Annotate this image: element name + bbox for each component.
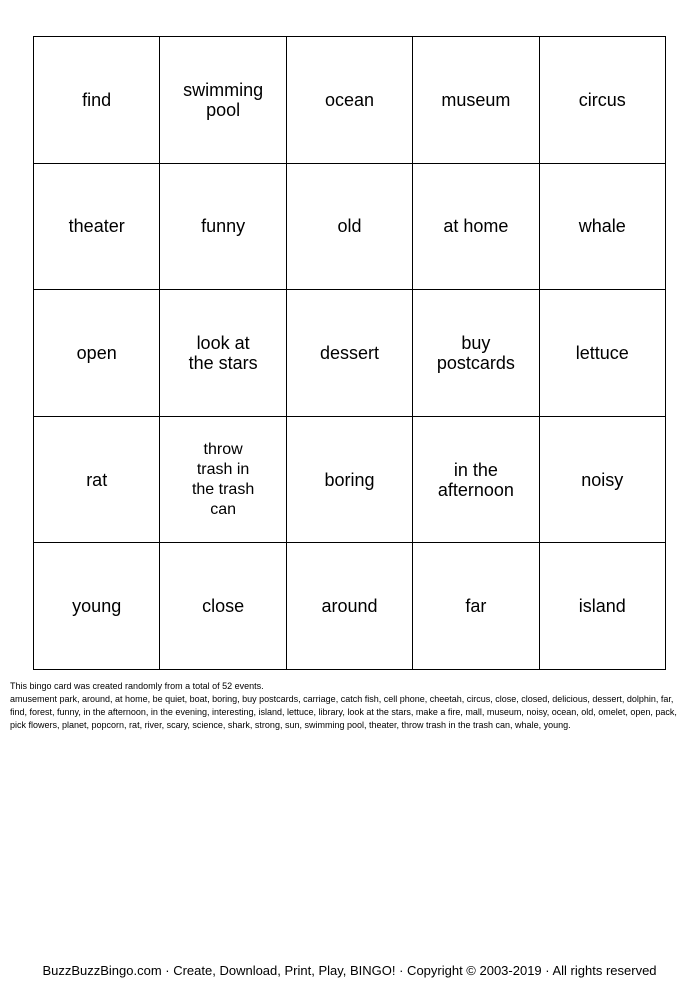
page-footer: BuzzBuzzBingo.com · Create, Download, Print, Play, BINGO! · Copyright © 2003-2019 · All rights reserved [42,963,657,978]
bingo-cell-text: throw trash in the trash can [191,440,255,518]
bingo-cell [287,417,413,544]
bingo-cell-text: open [76,342,117,363]
bingo-cell-text: theater [68,216,125,237]
bingo-cell [540,290,666,417]
bingo-cell-text: young [72,596,122,617]
bingo-cell-text: dessert [319,342,379,363]
bingo-cell-text: boring [324,469,375,490]
bingo-cell [287,164,413,291]
bingo-cell-text: look at the stars [188,332,258,373]
bingo-cell-text: old [337,216,362,237]
bingo-card-grid [33,36,666,670]
bingo-cell-text: noisy [581,469,624,490]
bingo-cell [160,37,286,164]
card-caption: This bingo card was created randomly from a total of 52 events. [10,681,264,691]
bingo-cell [287,37,413,164]
bingo-cell-text: whale [578,216,626,237]
bingo-cell-text: at home [443,216,509,237]
bingo-cell [540,164,666,291]
bingo-cell [413,37,539,164]
bingo-cell [160,164,286,291]
bingo-cell-text: around [321,596,378,617]
bingo-cell [540,543,666,670]
bingo-cell [34,164,160,291]
bingo-cell-text: in the afternoon [437,459,514,500]
bingo-cell [413,543,539,670]
bingo-cell-text: find [82,89,112,110]
bingo-cell [413,417,539,544]
bingo-cell [540,417,666,544]
bingo-cell [540,37,666,164]
bingo-cell-text: ocean [324,89,375,110]
bingo-cell [34,417,160,544]
bingo-cell [287,290,413,417]
bingo-cell-text: island [578,596,626,617]
bingo-cell-text: museum [441,89,511,110]
bingo-cell [160,417,286,544]
bingo-cell [413,290,539,417]
bingo-cell-text: lettuce [575,342,629,363]
bingo-cell-text: circus [578,89,626,110]
bingo-cell [34,543,160,670]
bingo-cell [413,164,539,291]
bingo-cell [287,543,413,670]
bingo-cell [160,290,286,417]
bingo-cell-text: rat [86,469,108,490]
bingo-cell-text: close [202,596,245,617]
event-word-list: amusement park, around, at home, be quiet, boat, boring, buy postcards, carriage, catch fish, cell phone, cheetah, circus, close, closed, delicious, dessert, dolphin, far, find, forest, funny, in the afternoon, in the evening, interesting, island, lettuce, library, look at the stars, make a fire, mall, museum, noisy, ocean, old, omelet, open, pack, pick flowers, planet, popcorn, rat, river, scary, science, shark, strong, sun, swimming pool, theater, throw trash in the trash can, whale, young. [10,694,677,730]
bingo-cell-text: funny [201,216,246,237]
bingo-cell [160,543,286,670]
bingo-cell-text: far [465,596,487,617]
bingo-cell-text: swimming pool [183,79,264,120]
bingo-cell-text: buy postcards [436,332,515,373]
bingo-cell [34,290,160,417]
bingo-cell [34,37,160,164]
